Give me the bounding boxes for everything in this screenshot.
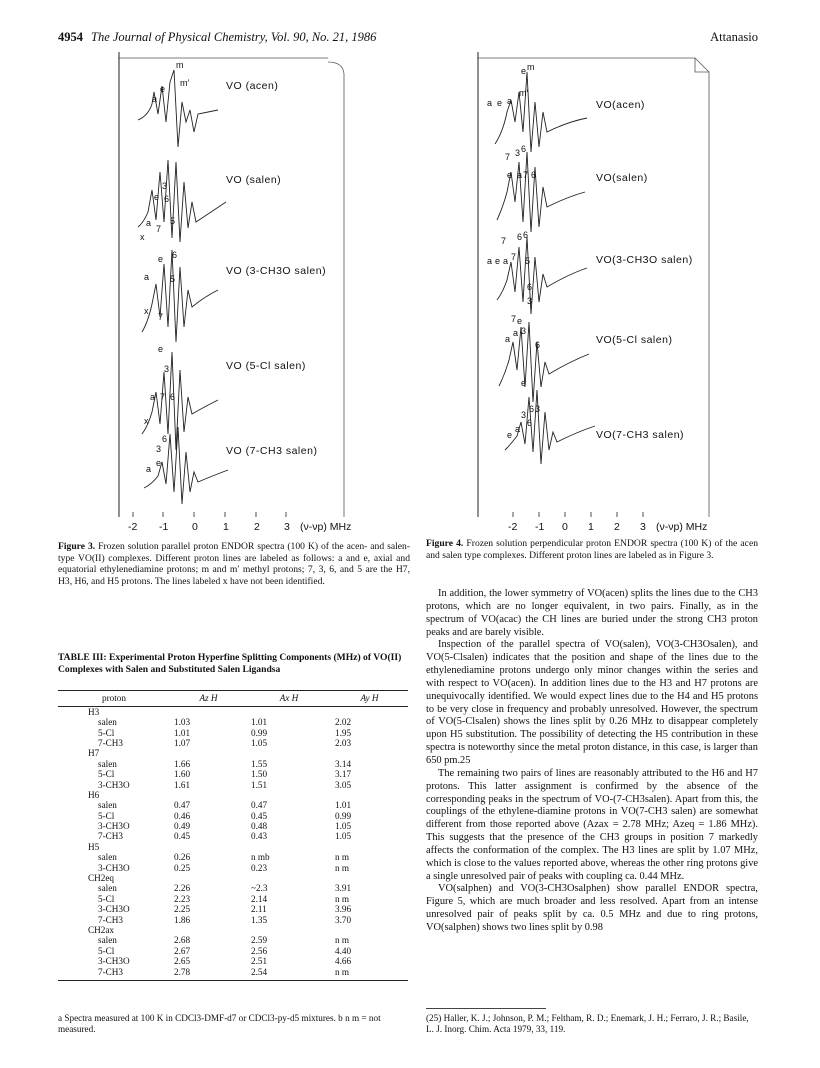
table-row: [58, 894, 408, 904]
table-row: [58, 728, 408, 738]
proton-group-label: CH2eq: [88, 873, 115, 884]
body-paragraph: VO(salphen) and VO(3-CH3Osalphen) show parallel ENDOR spectra, Figure 5, which are much broader and less resolved. Apart from an intense unresolved pair of peaks split by ca. 0.5 MHz and due to ring protons, VO(salphen) shows two lines split by 0.98: [426, 883, 758, 933]
value-cell: 0.47: [174, 800, 191, 811]
fig4-tick-m1: -1: [535, 521, 545, 533]
svg-text:x: x: [140, 232, 145, 242]
svg-text:m: m: [176, 60, 184, 70]
svg-text:7: 7: [158, 312, 164, 322]
table-header-row: [58, 691, 408, 707]
page-number: 4954: [58, 30, 83, 44]
fig3-tick-m2: -2: [128, 521, 138, 533]
fig3-label-acen: VO (acen): [226, 80, 279, 92]
value-cell: 0.46: [174, 810, 191, 821]
proton-group-label: H6: [88, 789, 100, 800]
svg-text:6: 6: [523, 230, 529, 240]
table-row: [58, 915, 408, 925]
reference-25: (25) Haller, K. J.; Johnson, P. M.; Feltham, R. D.; Enemark, J. H.; Ferraro, J. R.; Basile, L. J. Inorg. Chim. Acta 1979, 33, 119.: [426, 1013, 749, 1035]
figure-3-caption-text: Frozen solution parallel proton ENDOR spectra (100 K) of the acen- and salen-type VO(II) complexes. Different proton lines are labeled as follows: a and e, axial and equatorial ethylenediamine protons; m and m′ methyl protons; 7, 3, 6, and 5 are the H7, H3, H6, and H5 protons. The lines labeled x have not been identified.: [58, 541, 410, 587]
fig3-tick-2: 2: [254, 521, 260, 533]
fig3-axis-label: (ν-νp) MHz: [300, 521, 352, 533]
value-cell: n m: [331, 967, 408, 980]
fig4-label-5-cl-salen: VO(5-Cl salen): [596, 334, 673, 346]
svg-text:m′: m′: [180, 78, 190, 88]
svg-text:a: a: [517, 170, 523, 180]
fig4-tick-1: 1: [588, 521, 594, 533]
value-cell: 4.40: [335, 945, 352, 956]
svg-text:m: m: [527, 62, 535, 72]
value-cell: 0.49: [174, 821, 191, 832]
fig3-label-3-ch3o-salen: VO (3-CH3O salen): [226, 265, 327, 277]
value-cell: 0.45: [251, 810, 268, 821]
value-cell: 1.05: [335, 831, 352, 842]
svg-text:7: 7: [523, 170, 529, 180]
figure-3-caption-label: Figure 3.: [58, 541, 96, 552]
table-row: [58, 884, 408, 894]
value-cell: 1.61: [174, 779, 191, 790]
svg-text:e: e: [507, 170, 513, 180]
svg-text:a: a: [513, 328, 519, 338]
table-row: [58, 853, 408, 863]
svg-text:7: 7: [511, 252, 517, 262]
svg-text:6: 6: [170, 392, 176, 402]
table-group-row: [58, 707, 408, 718]
value-cell: 2.65: [174, 956, 191, 967]
ligand-cell: 5-Cl: [98, 945, 115, 956]
svg-text:e: e: [495, 256, 501, 266]
ligand-cell: salen: [98, 883, 117, 894]
table-3: [58, 690, 408, 981]
ligand-cell: 7-CH3: [58, 967, 170, 980]
table-row: [58, 832, 408, 842]
value-cell: 1.35: [251, 914, 268, 925]
value-cell: 2.78: [170, 967, 247, 980]
svg-text:3: 3: [164, 364, 170, 374]
table-row: [58, 822, 408, 832]
body-paragraph: In addition, the lower symmetry of VO(acen) splits the lines due to the CH3 protons, which are no longer equivalent, in two pairs. Finally, as in the spectrum of VO(acac) the CH lines are buried under the strong CH3 proton peaks and are barely visible.: [426, 588, 758, 638]
table-3-title: TABLE III: Experimental Proton Hyperfine Splitting Components (MHz) of VO(II) Complexes with Salen and Substituted Salen Ligandsa: [58, 652, 402, 675]
svg-text:7: 7: [160, 392, 166, 402]
value-cell: 4.66: [335, 956, 352, 967]
value-cell: 1.66: [174, 758, 191, 769]
value-cell: 2.26: [174, 883, 191, 894]
col-proton: proton: [58, 691, 170, 707]
svg-text:a: a: [515, 424, 521, 434]
proton-group-label: H5: [88, 841, 100, 852]
table-group-row: [58, 749, 408, 759]
svg-text:a: a: [487, 256, 493, 266]
svg-text:6: 6: [529, 404, 535, 414]
value-cell: 1.50: [251, 769, 268, 780]
table-row: [58, 759, 408, 769]
svg-text:e: e: [521, 66, 527, 76]
figure-3-spectra: [118, 52, 408, 537]
ligand-cell: salen: [98, 758, 117, 769]
value-cell: 1.05: [335, 821, 352, 832]
value-cell: 0.45: [174, 831, 191, 842]
fig4-tick-0: 0: [562, 521, 568, 533]
svg-text:e: e: [517, 316, 523, 326]
proton-group-label: H7: [88, 748, 100, 759]
fig3-label-7-ch3-salen: VO (7-CH3 salen): [226, 445, 318, 457]
value-cell: 1.86: [174, 914, 191, 925]
value-cell: 2.14: [251, 893, 268, 904]
svg-text:6: 6: [164, 194, 170, 204]
fig4-tick-m2: -2: [508, 521, 518, 533]
table-row: [58, 718, 408, 728]
value-cell: 0.48: [251, 821, 268, 832]
value-cell: 3.17: [335, 769, 352, 780]
value-cell: 2.11: [251, 904, 267, 915]
ligand-cell: 3-CH3O: [98, 904, 130, 915]
body-paragraph: Inspection of the parallel spectra of VO(salen), VO(3-CH3Osalen), and VO(5-Clsalen) indicates that the position and shape of the lines due to the ethylenediamine protons undergo only minor changes within the series and with respect to VO(acen). In addition lines due to the H3 and H7 protons are unequivocally identified. We would expect lines due to the H4 and H5 protons to be very close in frequency and probably unresolved. However, the spectrum of VO(5-Clsalen) shows the lines split by 0.26 MHz to disappear completely upon H5 substitution. The possibility of detecting the H5 contribution in these spectra is noteworthy since the metal proton distance, in this case, is larger than 650 pm.25: [426, 639, 758, 766]
svg-text:a: a: [152, 94, 158, 104]
value-cell: n m: [335, 862, 350, 873]
value-cell: 2.23: [174, 893, 191, 904]
proton-group-label: CH2ax: [88, 925, 115, 935]
table-row: [58, 936, 408, 946]
svg-text:6: 6: [172, 250, 178, 260]
svg-text:6: 6: [162, 434, 168, 444]
value-cell: 0.99: [251, 727, 268, 738]
value-cell: 1.01: [335, 800, 352, 811]
table-row: [58, 957, 408, 967]
svg-text:6: 6: [535, 340, 541, 350]
value-cell: 3.70: [335, 914, 352, 925]
figure-4-caption-label: Figure 4.: [426, 538, 464, 549]
svg-text:e: e: [154, 192, 160, 202]
table-footnote: a Spectra measured at 100 K in CDCl3-DMF-d7 or CDCl3-py-d5 mixtures. b n m = not measured.: [58, 1013, 381, 1035]
value-cell: 2.67: [174, 945, 191, 956]
ligand-cell: salen: [98, 935, 117, 946]
fig4-axis-label: (ν-νp) MHz: [656, 521, 708, 533]
svg-text:3: 3: [162, 181, 168, 191]
value-cell: 3.96: [335, 904, 352, 915]
svg-text:a: a: [150, 392, 156, 402]
value-cell: n m: [335, 893, 350, 904]
value-cell: 1.51: [251, 779, 268, 790]
table-row: [58, 801, 408, 811]
value-cell: 1.01: [251, 717, 268, 728]
value-cell: 3.91: [335, 883, 352, 894]
svg-text:3: 3: [521, 326, 527, 336]
svg-text:7: 7: [156, 224, 162, 234]
value-cell: 0.99: [335, 810, 352, 821]
svg-text:5: 5: [170, 274, 176, 284]
svg-text:a: a: [503, 256, 509, 266]
svg-text:a: a: [144, 272, 150, 282]
reference-divider: [426, 1008, 546, 1009]
fig4-label-3-ch3o-salen: VO(3-CH3O salen): [596, 254, 693, 266]
svg-text:x: x: [144, 416, 149, 426]
value-cell: ~2.3: [251, 883, 268, 894]
value-cell: 1.07: [174, 737, 191, 748]
svg-text:a: a: [487, 98, 493, 108]
svg-text:5: 5: [170, 216, 176, 226]
ligand-cell: 5-Cl: [98, 727, 115, 738]
value-cell: 1.03: [174, 717, 191, 728]
ligand-cell: salen: [98, 852, 117, 863]
author-header: Attanasio: [710, 30, 758, 44]
fig3-tick-3: 3: [284, 521, 290, 533]
svg-text:6: 6: [527, 282, 533, 292]
svg-text:6: 6: [531, 170, 537, 180]
svg-text:6: 6: [527, 418, 533, 428]
svg-text:3: 3: [521, 410, 527, 420]
col-az: Az H: [170, 691, 247, 707]
col-ax: Ax H: [247, 691, 331, 707]
body-text: [426, 588, 758, 935]
svg-text:e: e: [158, 344, 164, 354]
fig4-tick-3: 3: [640, 521, 646, 533]
value-cell: 2.68: [174, 935, 191, 946]
fig3-label-5-cl-salen: VO (5-Cl salen): [226, 360, 306, 372]
table-group-row: [58, 873, 408, 883]
running-header: [58, 30, 376, 45]
svg-text:x: x: [144, 306, 149, 316]
ligand-cell: 7-CH3: [98, 737, 124, 748]
value-cell: n m: [335, 935, 350, 946]
table-row: [58, 811, 408, 821]
value-cell: 0.43: [251, 831, 268, 842]
value-cell: 0.25: [174, 862, 191, 873]
value-cell: 1.55: [251, 758, 268, 769]
svg-text:7: 7: [511, 314, 517, 324]
svg-text:3: 3: [515, 148, 521, 158]
svg-text:5: 5: [525, 256, 531, 266]
table-group-row: [58, 790, 408, 800]
svg-text:a: a: [146, 464, 152, 474]
svg-text:m′: m′: [519, 88, 529, 98]
value-cell: 1.60: [174, 769, 191, 780]
table-group-row: [58, 925, 408, 935]
figure-4-spectra: [477, 52, 717, 522]
fig3-tick-m1: -1: [159, 521, 169, 533]
ligand-cell: 5-Cl: [98, 810, 115, 821]
fig3-tick-0: 0: [192, 521, 198, 533]
fig4-label-acen: VO(acen): [596, 99, 645, 111]
fig3-tick-1: 1: [223, 521, 229, 533]
ligand-cell: 7-CH3: [98, 831, 124, 842]
svg-text:6: 6: [517, 232, 523, 242]
value-cell: 0.23: [251, 862, 268, 873]
svg-text:e: e: [521, 378, 527, 388]
table-row: [58, 863, 408, 873]
value-cell: 2.03: [335, 737, 352, 748]
ligand-cell: salen: [98, 800, 117, 811]
value-cell: 2.51: [251, 956, 268, 967]
figure-4-caption-text: Frozen solution perpendicular proton ENDOR spectra (100 K) of the acen and salen type complexes. Different proton lines are labeled as in Figure 3.: [426, 538, 758, 561]
table-row: [58, 770, 408, 780]
figure-4-caption: [426, 538, 758, 561]
svg-text:7: 7: [501, 236, 507, 246]
table-row: [58, 905, 408, 915]
ligand-cell: 5-Cl: [98, 769, 115, 780]
ligand-cell: 3-CH3O: [98, 779, 130, 790]
svg-text:e: e: [507, 430, 513, 440]
table-row: [58, 967, 408, 980]
svg-text:a: a: [507, 96, 513, 106]
fig4-tick-2: 2: [614, 521, 620, 533]
svg-text:6: 6: [521, 144, 527, 154]
svg-text:e: e: [497, 98, 503, 108]
value-cell: 0.26: [174, 852, 191, 863]
svg-text:e: e: [160, 84, 166, 94]
value-cell: 2.54: [247, 967, 331, 980]
ligand-cell: 3-CH3O: [98, 862, 130, 873]
svg-text:3: 3: [156, 444, 162, 454]
value-cell: 2.59: [251, 935, 268, 946]
journal-citation: The Journal of Physical Chemistry, Vol. 90, No. 21, 1986: [91, 30, 377, 44]
ligand-cell: 3-CH3O: [98, 821, 130, 832]
table-group-row: [58, 842, 408, 852]
value-cell: 1.95: [335, 727, 352, 738]
table-body: [58, 707, 408, 981]
value-cell: 3.05: [335, 779, 352, 790]
value-cell: 1.01: [174, 727, 191, 738]
value-cell: 0.47: [251, 800, 268, 811]
col-ay: Ay H: [331, 691, 408, 707]
fig4-label-7-ch3-salen: VO(7-CH3 salen): [596, 429, 685, 441]
figure-3-caption: [58, 541, 410, 587]
svg-text:a: a: [146, 218, 152, 228]
svg-text:e: e: [158, 254, 164, 264]
table-row: [58, 738, 408, 748]
value-cell: 2.25: [174, 904, 191, 915]
svg-text:3: 3: [527, 296, 533, 306]
ligand-cell: salen: [98, 717, 117, 728]
table-row: [58, 780, 408, 790]
value-cell: 1.05: [251, 737, 268, 748]
value-cell: 2.56: [251, 945, 268, 956]
ligand-cell: 5-Cl: [98, 893, 115, 904]
ligand-cell: 7-CH3: [98, 914, 124, 925]
fig3-label-salen: VO (salen): [226, 174, 282, 186]
svg-text:3: 3: [535, 404, 541, 414]
fig4-label-salen: VO(salen): [596, 172, 648, 184]
svg-text:7: 7: [505, 152, 511, 162]
svg-text:a: a: [505, 334, 511, 344]
value-cell: n m: [335, 852, 350, 863]
body-paragraph: The remaining two pairs of lines are reasonably attributed to the H6 and H7 protons. This latter assignment is confirmed by the absence of the corresponding peaks in the spectrum of VO-(7-CH3salen). Apart from this, the couplings of the ethylene-diamine protons in VO(7-CH3 salen) are somewhat different from those reported above (Azax = 2.78 MHz; Azeq = 1.86 MHz). This suggests that the presence of the CH3 groups in position 7 markedly affects the conformation of the complex. The H3 lines are split by 1.07 MHz, which is close to the values reported above, whereas the other ring protons give a single unresolved pair of peaks with coupling ca. 0.44 MHz.: [426, 767, 758, 882]
value-cell: n mb: [251, 852, 270, 863]
svg-text:e: e: [156, 458, 162, 468]
ligand-cell: 3-CH3O: [98, 956, 130, 967]
value-cell: 3.14: [335, 758, 352, 769]
table-row: [58, 946, 408, 956]
value-cell: 2.02: [335, 717, 352, 728]
proton-group-label: H3: [88, 706, 100, 717]
